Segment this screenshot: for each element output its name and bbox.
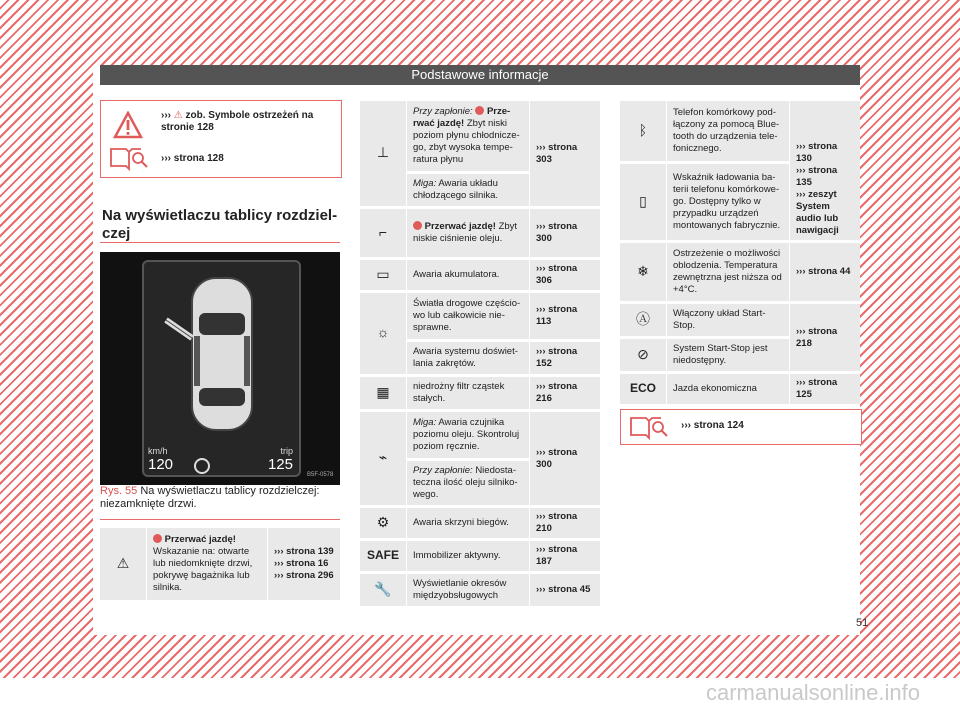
table-row: [360, 260, 600, 290]
lamp-description: [406, 209, 530, 257]
warning-ref-text-2: strona 128: [173, 153, 224, 164]
warning-box: [100, 100, 342, 178]
table-row: [620, 243, 860, 301]
table-row: [620, 374, 860, 404]
desc-text: Awaria czujnika poziomu oleju. Skontroluj poziom ręcznie.: [413, 417, 520, 452]
lamp-description: niedrożny filtr cząstek stałych.: [406, 377, 530, 409]
lamp-description: Włączony układ Start-Stop.: [666, 304, 790, 336]
particle-filter-icon: ▦: [360, 377, 406, 409]
section-divider: [100, 242, 340, 243]
alert-text: Przerwać jazdę!: [413, 106, 511, 129]
ref-arrow: ›››: [161, 110, 171, 121]
start-stop-unavailable-icon: ⊘: [620, 339, 666, 371]
ref-link[interactable]: ››› strona 300: [530, 412, 600, 505]
ref-link[interactable]: ››› strona 216: [530, 377, 600, 409]
eco-icon: ECO: [620, 374, 666, 404]
gauge-icon: [194, 458, 210, 474]
ref-link[interactable]: ››› strona 45: [530, 574, 600, 606]
oil-level-icon: ⌁: [360, 412, 406, 505]
ref-link[interactable]: ››› strona 44: [790, 243, 860, 301]
lamp-description: Wyświetlanie okresów międzyobsługowych: [406, 574, 530, 606]
warning-lamps-table-1: [100, 525, 340, 603]
warning-small-icon: ⚠: [173, 110, 183, 121]
ref-link[interactable]: ››› strona 152: [530, 342, 600, 374]
ref-link[interactable]: ››› strona 139: [274, 546, 334, 557]
gearbox-icon: ⚙: [360, 508, 406, 538]
ref-link[interactable]: ››› strona 218: [790, 304, 860, 371]
lamp-description: [406, 101, 530, 171]
lamp-description: Awaria akumulatora.: [406, 260, 530, 290]
ref-link[interactable]: ››› strona 16: [274, 558, 329, 569]
table-row: [360, 541, 600, 571]
speed-value: 120: [148, 456, 174, 473]
manual-book-icon: [629, 414, 669, 440]
lamp-description: [406, 174, 530, 206]
desc-text: Wskazanie na: otwarte lub niedomknięte drzwi, pokrywę bagażnika lub silnika.: [153, 546, 253, 593]
lamp-description: [406, 461, 530, 505]
table-row: [360, 508, 600, 538]
ref-link[interactable]: ››› strona 135: [796, 165, 838, 188]
table-row: [620, 304, 860, 336]
pre-text: Miga:: [413, 417, 437, 428]
warning-triangle-icon: [113, 111, 143, 139]
ref-link[interactable]: ››› strona 300: [530, 209, 600, 257]
desc-text: Zbyt niski poziom płynu chłodniczego, zbyt wysoka temperatura płynu: [413, 118, 520, 165]
ref-link[interactable]: ››› strona 130: [796, 141, 838, 164]
battery-icon: ▭: [360, 260, 406, 290]
alert-text: Przerwać jazdę!: [424, 221, 496, 232]
pre-text: Przy zapłonie:: [413, 465, 473, 476]
display-screen: [142, 260, 301, 477]
warning-ref-text: zob. Symbole ostrzeżeń na stronie 128: [161, 110, 314, 133]
lamp-description: Immobilizer aktywny.: [406, 541, 530, 571]
ref-link[interactable]: ››› strona 296: [274, 570, 334, 581]
table-row: [100, 528, 340, 600]
section-title: Na wyświetlaczu tablicy rozdzielczej: [102, 207, 338, 242]
reference-box: [620, 409, 862, 445]
headlight-icon: ☼: [360, 293, 406, 374]
bluetooth-icon: ᛒ: [620, 101, 666, 161]
table-row: [360, 293, 600, 339]
lamp-description: Wskaźnik ładowania baterii telefonu komórkowego. Dostępny tylko w przypadku urządzeń montowanych fabrycznie.: [666, 164, 790, 240]
warning-lamps-table-2: [360, 98, 600, 609]
lamp-description: [406, 412, 530, 458]
ref-link[interactable]: ››› strona 303: [530, 101, 600, 206]
table-row: [360, 209, 600, 257]
red-stop-icon: [413, 221, 422, 230]
page-header: Podstawowe informacje: [100, 65, 860, 85]
ref-arrow: ›››: [161, 153, 171, 164]
ref-link[interactable]: ››› strona 124: [681, 420, 744, 431]
dashboard-figure: [100, 252, 340, 485]
lamp-references: [268, 528, 340, 600]
trip-value: 125: [267, 456, 293, 473]
ref-link[interactable]: ››› zeszyt System audio lub nawigacji: [796, 189, 839, 236]
table-row: [360, 377, 600, 409]
lamp-description: Światła drogowe częściowo lub całkowicie niesprawne.: [406, 293, 530, 339]
lamp-description: Telefon komórkowy podłączony za pomocą Bluetooth do urządzenia telefonicznego.: [666, 101, 790, 161]
warning-ref-1: [161, 110, 331, 134]
table-row: [360, 101, 600, 171]
ref-link[interactable]: ››› strona 187: [530, 541, 600, 571]
watermark-text: carmanualsonline.info: [705, 680, 920, 705]
desc-text: Awaria układu chłodzącego silnika.: [413, 178, 499, 201]
oil-pressure-icon: ⌐: [360, 209, 406, 257]
ice-warning-icon: ❄: [620, 243, 666, 301]
warning-ref-2: [161, 153, 224, 164]
page-number: 51: [856, 617, 869, 629]
trip-label: trip: [280, 446, 293, 456]
table-row: [620, 101, 860, 161]
immobilizer-safe-icon: SAFE: [360, 541, 406, 571]
lamp-references: [790, 101, 860, 240]
figure-code: B5F-0578: [307, 472, 334, 478]
caption-label: Rys. 55: [100, 485, 138, 497]
watermark: [0, 678, 960, 708]
red-stop-icon: [475, 106, 484, 115]
table-row: [360, 574, 600, 606]
coolant-icon: ⊥: [360, 101, 406, 206]
caption-text: Na wyświetlaczu tablicy rozdzielczej: niezamknięte drzwi.: [100, 485, 320, 510]
lamp-description: Awaria systemu doświetlania zakrętów.: [406, 342, 530, 374]
ref-link[interactable]: ››› strona 125: [790, 374, 860, 404]
wrench-icon: 🔧: [360, 574, 406, 606]
warning-lamps-table-3: [620, 98, 860, 407]
car-top-view-icon: [144, 268, 299, 438]
desc-text: Niedostateczna ilość oleju silnikowego.: [413, 465, 518, 500]
lamp-description: Ostrzeżenie o możliwości oblodzenia. Temperatura zewnętrzna jest niższa od +4°C.: [666, 243, 790, 301]
ref-link[interactable]: ››› strona 210: [530, 508, 600, 538]
door-open-icon: ⚠: [100, 528, 146, 600]
figure-caption: [100, 485, 340, 520]
phone-battery-icon: ▯: [620, 164, 666, 240]
table-row: [360, 412, 600, 458]
start-stop-icon: Ⓐ: [620, 304, 666, 336]
pre-text: Przy zapłonie:: [413, 106, 473, 117]
lamp-description: Jazda ekonomiczna: [666, 374, 790, 404]
speed-unit: km/h: [148, 446, 168, 456]
alert-text: Przerwać jazdę!: [164, 534, 236, 545]
red-stop-icon: [153, 534, 162, 543]
ref-link[interactable]: ››› strona 113: [530, 293, 600, 339]
lamp-description: [146, 528, 268, 600]
ref-link[interactable]: ››› strona 306: [530, 260, 600, 290]
manual-book-icon: [109, 145, 149, 171]
lamp-description: Awaria skrzyni biegów.: [406, 508, 530, 538]
pre-text: Miga:: [413, 178, 437, 189]
lamp-description: System Start-Stop jest niedostępny.: [666, 339, 790, 371]
desc-text: Zbyt niskie ciśnienie oleju.: [413, 221, 518, 244]
